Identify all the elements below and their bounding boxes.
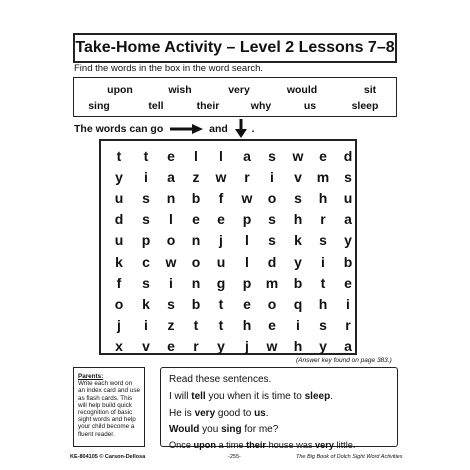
word: upon (107, 84, 133, 96)
word: wish (168, 84, 192, 96)
word: sing (88, 100, 110, 112)
grid-letter: s (319, 317, 327, 333)
grid-letter: s (319, 232, 327, 248)
grid-letter: n (166, 190, 176, 206)
grid-letter: r (345, 317, 351, 333)
grid-letter: l (169, 211, 173, 227)
grid-letter: d (114, 211, 124, 227)
directions-prefix: The words can go (74, 122, 164, 135)
footer-book-title: The Big Book of Dolch Sight Word Activities (296, 454, 403, 460)
parents-note (73, 367, 145, 447)
grid-letter: s (268, 148, 276, 164)
grid-letter: i (321, 254, 325, 270)
grid-letter: t (320, 275, 326, 291)
grid-letter: e (167, 148, 175, 164)
grid-letter: n (191, 232, 201, 248)
sentence-2: He is very good to us. (169, 408, 269, 419)
grid-letter: q (293, 296, 303, 312)
grid-letter: h (242, 317, 252, 333)
directions (74, 119, 255, 139)
grid-letter: t (116, 148, 122, 164)
grid-letter: w (292, 148, 304, 164)
grid-letter: a (344, 211, 352, 227)
word-box (73, 77, 397, 117)
footer-copyright: KE-804105 © Carson-Dellosa (70, 454, 146, 460)
grid-letter: r (244, 169, 250, 185)
grid-letter: e (319, 148, 327, 164)
grid-letter: y (319, 338, 327, 354)
grid-letter: b (191, 296, 201, 312)
grid-letter: i (144, 317, 148, 333)
grid-letter: v (294, 169, 302, 185)
grid-letter: e (167, 338, 175, 354)
grid-letter: y (115, 169, 123, 185)
grid-letter: i (296, 317, 300, 333)
grid-letter: o (267, 190, 277, 206)
grid-letter: b (293, 275, 303, 291)
sentences-heading: Read these sentences. (169, 374, 272, 385)
grid-letter: s (142, 275, 150, 291)
sentence-1: I will tell you when it is time to sleep. (169, 391, 333, 402)
grid-letter: l (194, 148, 198, 164)
grid-letter: m (265, 275, 279, 291)
grid-letter: w (165, 254, 177, 270)
grid-letter: z (192, 169, 200, 185)
grid-letter: k (115, 254, 123, 270)
word: sit (363, 84, 377, 96)
sentences-box (160, 367, 398, 450)
grid-letter: z (167, 317, 175, 333)
footer-page-number: -255- (228, 454, 241, 460)
grid-letter: c (142, 254, 150, 270)
grid-letter: j (219, 232, 223, 248)
grid-letter: o (114, 296, 124, 312)
grid-letter: h (293, 211, 303, 227)
right-arrow-icon (170, 124, 204, 134)
grid-letter: k (294, 232, 302, 248)
grid-letter: b (343, 254, 353, 270)
grid-letter: t (218, 317, 224, 333)
grid-letter: n (191, 275, 201, 291)
word: sleep (351, 100, 379, 112)
grid-letter: u (216, 254, 226, 270)
grid-letter: a (344, 338, 352, 354)
sentence-4: Once upon a time their house was very little. (169, 440, 356, 450)
grid-letter: s (142, 211, 150, 227)
page-title: Take-Home Activity – Level 2 Lessons 7–8 (73, 33, 397, 63)
down-arrow-icon (235, 119, 247, 139)
grid-letter: j (245, 338, 249, 354)
grid-letter: k (142, 296, 150, 312)
grid-letter: v (142, 338, 150, 354)
grid-letter: o (267, 296, 277, 312)
grid-letter: y (217, 338, 225, 354)
grid-letter: t (218, 296, 224, 312)
grid-letter: u (114, 190, 124, 206)
grid-letter: s (294, 190, 302, 206)
grid-letter: p (141, 232, 151, 248)
parents-text: Write each word on an index card and use as flash cards. This will help build quick recognition of basic sight words and help your child become a fluent reader. (78, 380, 140, 438)
grid-letter: a (243, 148, 251, 164)
grid-letter: t (143, 148, 149, 164)
grid-letter: e (344, 275, 352, 291)
grid-letter: s (167, 296, 175, 312)
directions-suffix: . (251, 122, 255, 135)
grid-letter: e (243, 296, 251, 312)
instructions: Find the words in the box in the word search. (74, 63, 264, 74)
grid-letter: i (270, 169, 274, 185)
grid-letter: s (268, 211, 276, 227)
grid-letter: h (318, 296, 328, 312)
grid-letter: u (343, 190, 353, 206)
grid-letter: e (217, 211, 225, 227)
grid-letter: m (316, 169, 330, 185)
word: their (196, 100, 220, 112)
grid-letter: y (294, 254, 302, 270)
word: would (286, 84, 318, 96)
grid-letter: x (115, 338, 123, 354)
grid-letter: p (242, 275, 252, 291)
grid-letter: y (344, 232, 352, 248)
grid-letter: w (215, 169, 227, 185)
grid-letter: r (320, 211, 326, 227)
grid-letter: s (344, 169, 352, 185)
grid-letter: i (144, 169, 148, 185)
directions-middle: and (209, 122, 228, 135)
grid-letter: a (167, 169, 175, 185)
grid-letter: g (216, 275, 226, 291)
grid-letter: h (318, 190, 328, 206)
grid-letter: i (346, 296, 350, 312)
grid-letter: o (191, 254, 201, 270)
grid-letter: f (218, 190, 224, 206)
grid-letter: h (293, 338, 303, 354)
grid-letter: b (191, 190, 201, 206)
grid-letter: s (142, 190, 150, 206)
grid-letter: d (267, 254, 277, 270)
word: very (228, 84, 250, 96)
grid-letter: f (116, 275, 122, 291)
sentence-3: Would you sing for me? (169, 424, 279, 435)
grid-letter: l (219, 148, 223, 164)
grid-letter: p (242, 211, 252, 227)
grid-letter: e (192, 211, 200, 227)
grid-letter: u (114, 232, 124, 248)
grid-letter: i (169, 275, 173, 291)
parents-heading: Parents: (78, 373, 104, 380)
grid-letter: d (343, 148, 353, 164)
grid-letter: j (117, 317, 121, 333)
grid-letter: s (268, 232, 276, 248)
word-search-grid (99, 139, 357, 355)
answer-key-note: (Answer key found on page 383.) (296, 357, 392, 364)
word: us (303, 100, 317, 112)
grid-letter: w (266, 338, 278, 354)
grid-letter: l (245, 254, 249, 270)
grid-letter: o (166, 232, 176, 248)
word: tell (148, 100, 164, 112)
grid-letter: l (245, 232, 249, 248)
grid-letter: w (241, 190, 253, 206)
word: why (250, 100, 272, 112)
grid-letter: e (268, 317, 276, 333)
grid-letter: r (193, 338, 199, 354)
grid-letter: t (193, 317, 199, 333)
